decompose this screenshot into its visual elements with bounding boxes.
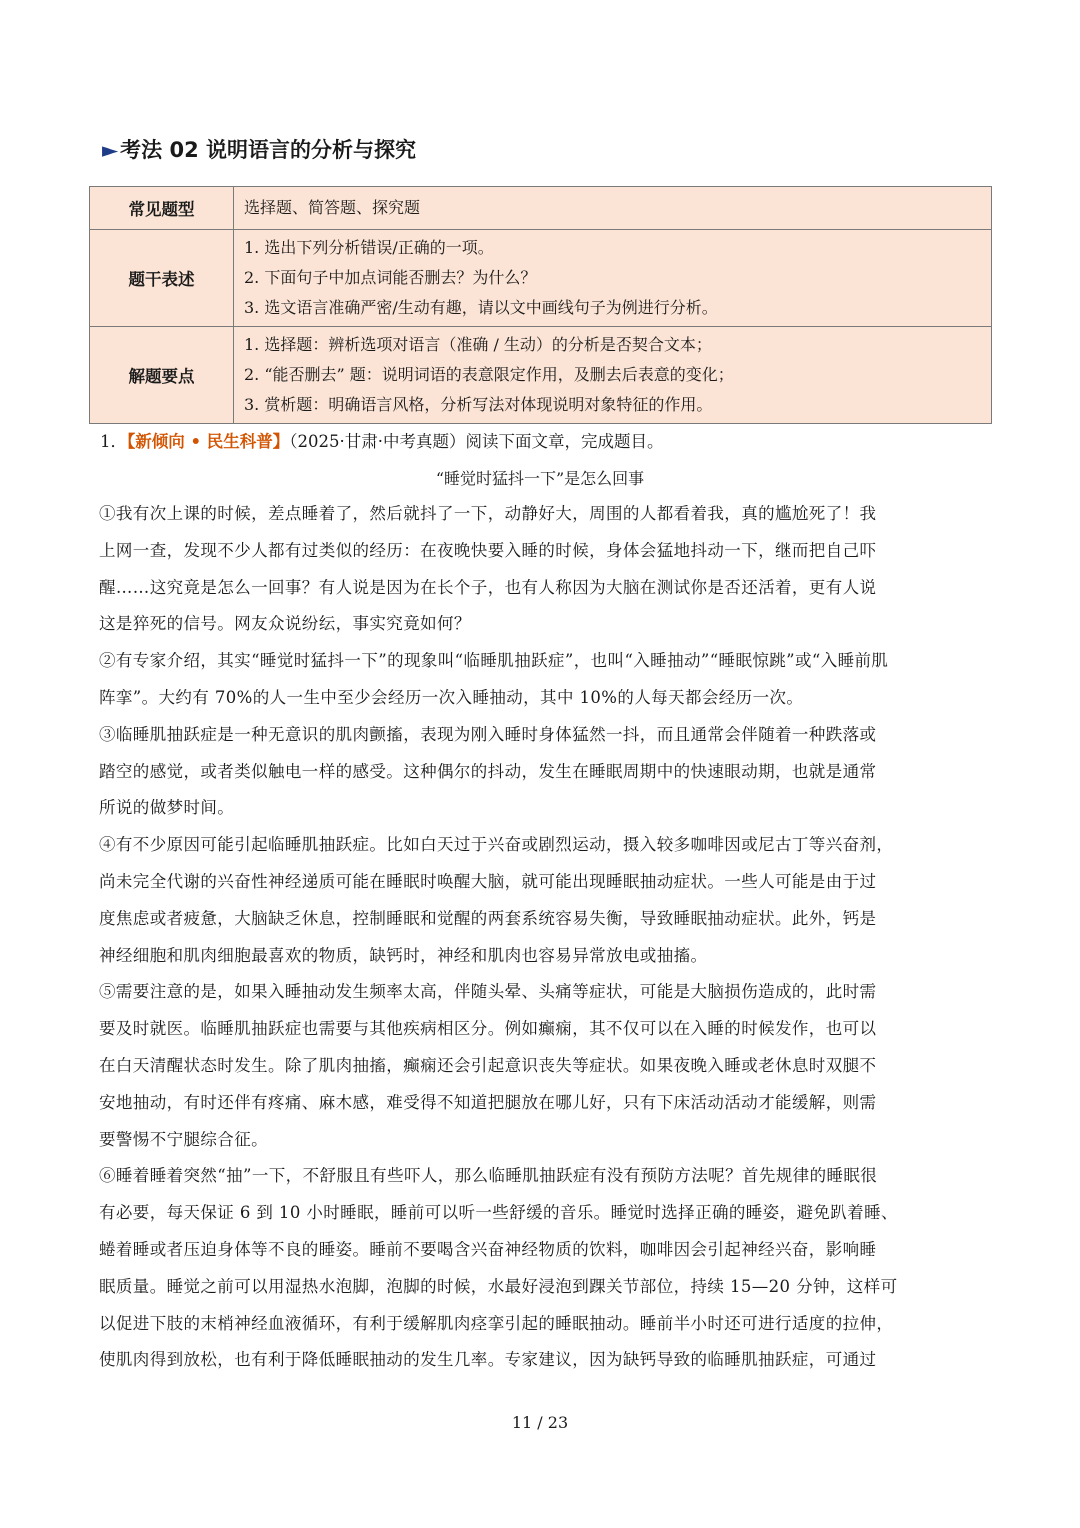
article-line: ⑤需要注意的是，如果入睡抽动发生频率太高，伴随头晕、头痛等症状，可能是大脑损伤造成的，此时需 xyxy=(99,982,877,1002)
article-line: 要及时就医。临睡肌抽跃症也需要与其他疾病相区分。例如癫痫，其不仅可以在入睡的时候发作，也可以 xyxy=(99,1019,877,1039)
article-line: 眠质量。睡觉之前可以用湿热水泡脚，泡脚的时候，水最好浸泡到踝关节部位，持续 15—20 分钟，这样可 xyxy=(99,1276,898,1296)
article-line: 蜷着睡或者压迫身体等不良的睡姿。睡前不要喝含兴奋神经物质的饮料，咖啡因会引起神经兴奋，影响睡 xyxy=(99,1239,877,1259)
row-line: 3. 选文语言准确严密/生动有趣，请以文中画线句子为例进行分析。 xyxy=(244,298,718,317)
article-line: ①我有次上课的时候，差点睡着了，然后就抖了一下，动静好大，周围的人都看着我，真的尴尬死了！我 xyxy=(99,504,877,523)
article-line: 安地抽动，有时还伴有疼痛、麻木感，难受得不知道把腿放在哪儿好，只有下床活动活动才能缓解，则需 xyxy=(99,1092,877,1112)
article-line: 以促进下肢的末梢神经血液循环，有利于缓解肌肉痉挛引起的睡眠抽动。睡前半小时还可进行适度的拉伸， xyxy=(99,1313,894,1333)
article-line: 所说的做梦时间。 xyxy=(99,798,235,818)
method-table xyxy=(89,186,992,424)
article-line: 这是猝死的信号。网友众说纷纭，事实究竟如何？ xyxy=(99,614,471,634)
article-line: 踏空的感觉，或者类似触电一样的感受。这种偶尔的抖动，发生在睡眠周期中的快速眼动期，也就是通常 xyxy=(99,761,877,781)
page-number: 11 / 23 xyxy=(511,1413,569,1432)
question-header xyxy=(100,428,664,452)
row-label: 解题要点 xyxy=(90,327,234,424)
triangle-bullet-icon: ► xyxy=(102,138,119,162)
question-prompt: 阅读下面文章，完成题目。 xyxy=(465,432,664,451)
row-content xyxy=(234,327,992,424)
row-line: 3. 赏析题：明确语言风格，分析写法对体现说明对象特征的作用。 xyxy=(244,395,713,414)
article-body xyxy=(99,499,979,1382)
article-line: ③临睡肌抽跃症是一种无意识的肌肉颤搐，表现为刚入睡时身体猛然一抖，而且通常会伴随着一种跌落或 xyxy=(99,724,877,744)
article-line: 要警惕不宁腿综合征。 xyxy=(99,1129,268,1149)
section-title-text: 考法 02 说明语言的分析与探究 xyxy=(120,138,417,162)
question-tag: 【新倾向 • 民生科普】 xyxy=(127,432,290,451)
table-row xyxy=(90,327,992,424)
article-line: 尚未完全代谢的兴奋性神经递质可能在睡眠时唤醒大脑，就可能出现睡眠抽动症状。一些人可能是由于过 xyxy=(99,871,877,891)
row-line: 1. 选择题：辨析选项对语言（准确 / 生动）的分析是否契合文本； xyxy=(244,335,712,354)
article-line: 使肌肉得到放松，也有利于降低睡眠抽动的发生几率。专家建议，因为缺钙导致的临睡肌抽跃症，可通过 xyxy=(99,1350,877,1370)
article-line: 度焦虑或者疲惫，大脑缺乏休息，控制睡眠和觉醒的两套系统容易失衡，导致睡眠抽动症状。此外，钙是 xyxy=(99,908,877,928)
article-line: 上网一查，发现不少人都有过类似的经历：在夜晚快要入睡的时候，身体会猛地抖动一下，继而把自己吓 xyxy=(99,540,877,560)
article-line: 神经细胞和肌肉细胞最喜欢的物质，缺钙时，神经和肌肉也容易异常放电或抽搐。 xyxy=(99,945,708,965)
article-title: “睡觉时猛抖一下”是怎么回事 xyxy=(435,469,645,488)
row-line: 2. 下面句子中加点词能否删去？为什么？ xyxy=(244,268,537,287)
article-line: ②有专家介绍，其实“睡觉时猛抖一下”的现象叫“临睡肌抽跃症”，也叫“入睡抽动”“睡眠惊跳”或“入睡前肌 xyxy=(99,651,889,671)
article-line: ⑥睡着睡着突然“抽”一下，不舒服且有些吓人，那么临睡肌抽跃症有没有预防方法呢？首先规律的睡眠很 xyxy=(99,1166,878,1186)
row-line: 2. “能否删去” 题：说明词语的表意限定作用，及删去后表意的变化； xyxy=(244,365,734,384)
question-number: 1． xyxy=(100,432,127,451)
question-source: （2025·甘肃·中考真题） xyxy=(289,432,466,451)
row-label: 题干表述 xyxy=(90,230,234,327)
article-line: 在白天清醒状态时发生。除了肌肉抽搐，癫痫还会引起意识丧失等症状。如果夜晚入睡或老休息时双腿不 xyxy=(99,1055,877,1075)
table-row xyxy=(90,187,992,230)
row-content xyxy=(234,230,992,327)
row-label: 常见题型 xyxy=(90,187,234,230)
article-line: 醒……这究竟是怎么一回事？有人说是因为在长个子，也有人称因为大脑在测试你是否还活着，更有人说 xyxy=(99,577,877,597)
table-row xyxy=(90,230,992,327)
section-title xyxy=(102,134,416,164)
row-line: 1. 选出下列分析错误/正确的一项。 xyxy=(244,238,494,257)
article-line: ④有不少原因可能引起临睡肌抽跃症。比如白天过于兴奋或剧烈运动，摄入较多咖啡因或尼古丁等兴奋剂， xyxy=(99,835,894,855)
article-line: 阵挛”。大约有 70%的人一生中至少会经历一次入睡抽动，其中 10%的人每天都会经历一次。 xyxy=(99,687,804,707)
article-line: 有必要，每天保证 6 到 10 小时睡眠，睡前可以听一些舒缓的音乐。睡觉时选择正确的睡姿，避免趴着睡、 xyxy=(99,1203,898,1223)
row-line: 选择题、简答题、探究题 xyxy=(244,198,421,217)
row-content xyxy=(234,187,992,230)
